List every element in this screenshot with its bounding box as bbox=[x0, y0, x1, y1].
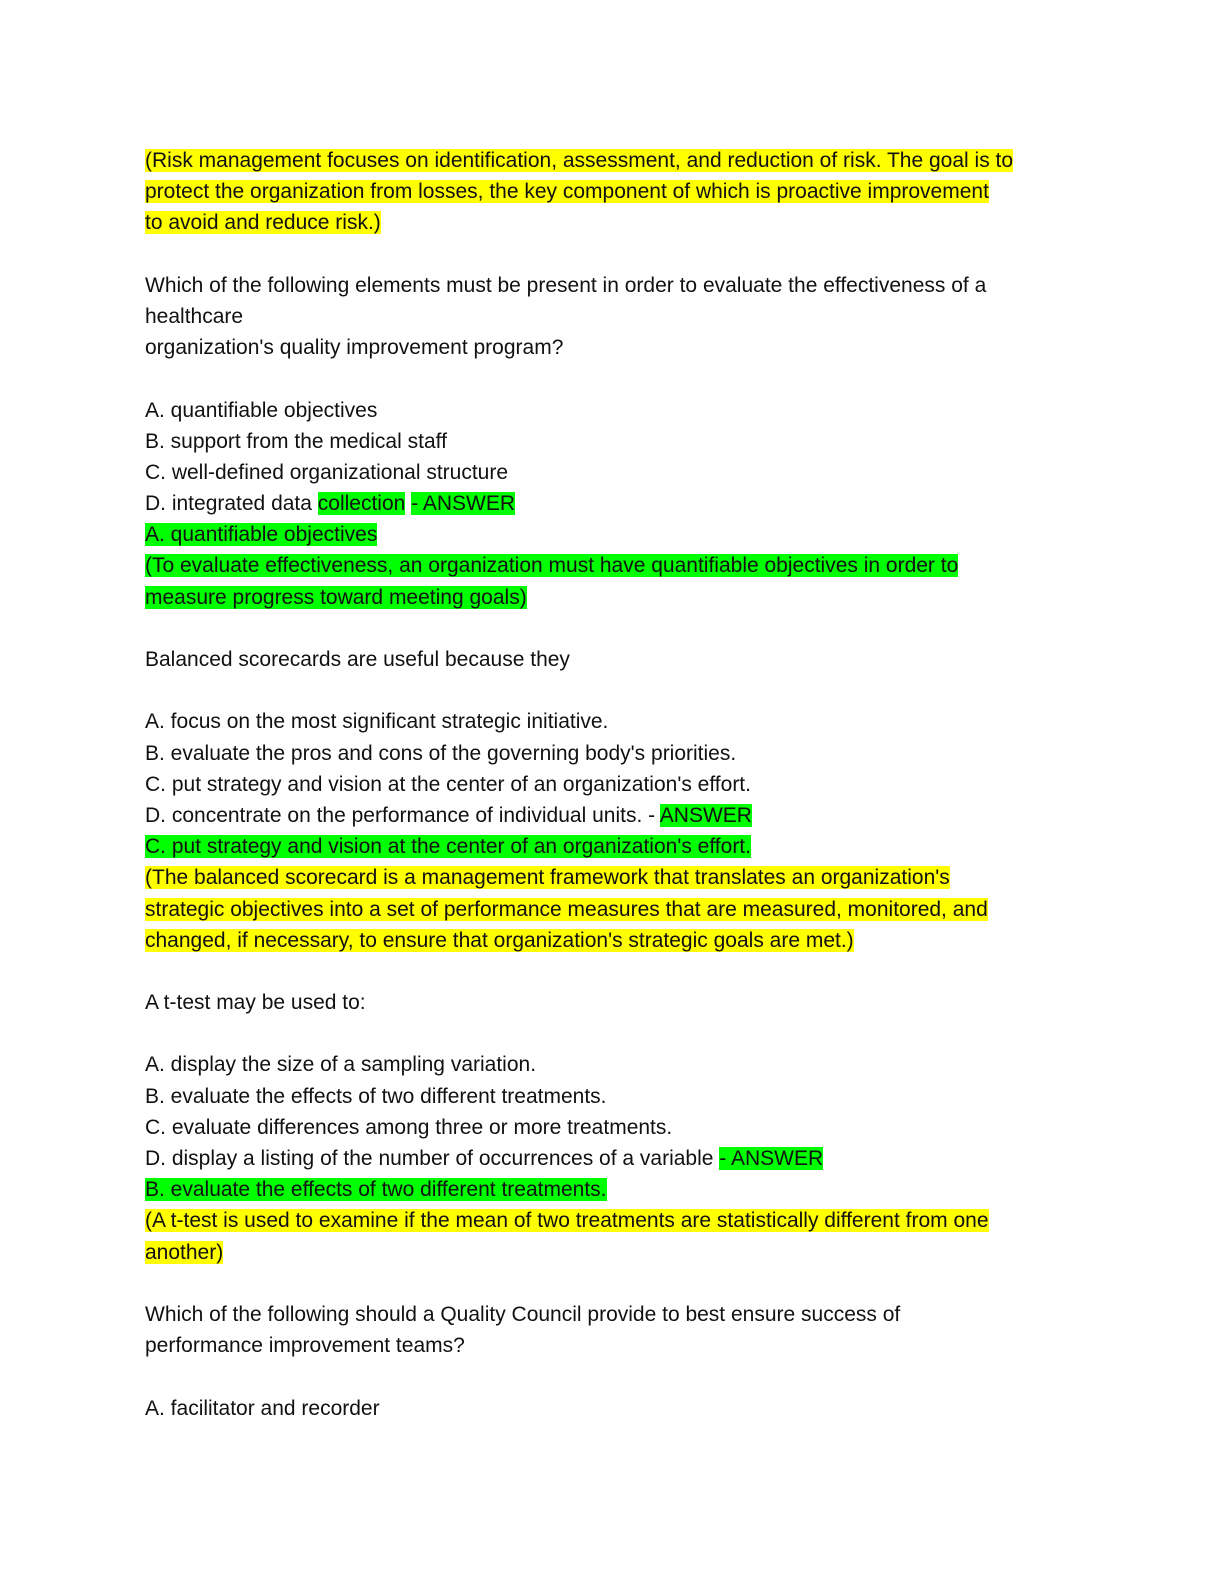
spacer bbox=[145, 956, 1085, 987]
question-text: organization's quality improvement program? bbox=[145, 336, 564, 360]
explanation-line bbox=[145, 862, 1085, 893]
question-text: performance improvement teams? bbox=[145, 1334, 465, 1358]
yellow-highlight: (The balanced scorecard is a management framework that translates an organization's bbox=[145, 866, 950, 890]
answer-text bbox=[145, 1174, 1085, 1205]
spacer bbox=[145, 1268, 1085, 1299]
spacer bbox=[145, 363, 1085, 394]
spacer bbox=[145, 613, 1085, 644]
question-1 bbox=[145, 270, 1085, 613]
document-page bbox=[145, 145, 1085, 1424]
explanation-line bbox=[145, 1237, 1085, 1268]
green-highlight: A. quantifiable objectives bbox=[145, 523, 378, 547]
yellow-highlight: to avoid and reduce risk.) bbox=[145, 211, 381, 235]
question-text: A t-test may be used to: bbox=[145, 991, 366, 1015]
option-a: A. facilitator and recorder bbox=[145, 1396, 380, 1420]
option-d bbox=[145, 488, 1085, 519]
green-highlight: C. put strategy and vision at the center of an organization's effort. bbox=[145, 835, 751, 859]
yellow-highlight: another) bbox=[145, 1240, 224, 1264]
green-highlight: collection bbox=[317, 492, 406, 516]
answer-marker: - ANSWER bbox=[719, 1147, 824, 1170]
text-line bbox=[145, 145, 1085, 176]
text-line bbox=[145, 207, 1085, 238]
question-text: healthcare bbox=[145, 304, 244, 328]
question-3 bbox=[145, 987, 1085, 1268]
answer-marker: - ANSWER bbox=[411, 492, 516, 516]
text-line bbox=[145, 176, 1085, 207]
spacer bbox=[145, 1361, 1085, 1392]
option-a: A. quantifiable objectives bbox=[145, 398, 378, 422]
answer-text bbox=[145, 831, 1085, 862]
explanation-line bbox=[145, 894, 1085, 925]
answer-text bbox=[145, 519, 1085, 550]
explanation-line bbox=[145, 925, 1085, 956]
option-c: C. put strategy and vision at the center of an organization's effort. bbox=[145, 772, 751, 796]
green-highlight: B. evaluate the effects of two different treatments. bbox=[145, 1178, 607, 1202]
spacer bbox=[145, 675, 1085, 706]
explanation-line bbox=[145, 1205, 1085, 1236]
option-c: C. well-defined organizational structure bbox=[145, 460, 509, 484]
question-2 bbox=[145, 644, 1085, 956]
yellow-highlight: protect the organization from losses, the key component of which is proactive improvement bbox=[145, 180, 989, 204]
option-d bbox=[145, 1143, 1085, 1174]
option-b: B. support from the medical staff bbox=[145, 429, 447, 453]
question-4 bbox=[145, 1299, 1085, 1424]
yellow-highlight: (Risk management focuses on identification, assessment, and reduction of risk. The goal is to bbox=[145, 149, 1014, 172]
green-highlight: (To evaluate effectiveness, an organization must have quantifiable objectives in order to bbox=[145, 554, 959, 578]
option-d-text: D. display a listing of the number of occurrences of a variable bbox=[145, 1147, 720, 1170]
option-d-text: D. concentrate on the performance of individual units. - bbox=[145, 803, 660, 827]
option-a: A. display the size of a sampling variation. bbox=[145, 1053, 537, 1077]
question-text: Balanced scorecards are useful because they bbox=[145, 648, 570, 671]
option-a: A. focus on the most significant strategic initiative. bbox=[145, 710, 609, 734]
question-text: Which of the following elements must be present in order to evaluate the effectiveness of a bbox=[145, 273, 987, 297]
explanation-line bbox=[145, 550, 1085, 581]
answer-marker: ANSWER bbox=[659, 803, 752, 827]
question-text: Which of the following should a Quality Council provide to best ensure success of bbox=[145, 1302, 901, 1326]
option-d bbox=[145, 800, 1085, 831]
spacer bbox=[145, 239, 1085, 270]
yellow-highlight: changed, if necessary, to ensure that organization's strategic goals are met.) bbox=[145, 928, 854, 952]
yellow-highlight: strategic objectives into a set of performance measures that are measured, monitored, and bbox=[145, 897, 988, 921]
intro-explanation bbox=[145, 145, 1085, 239]
option-b: B. evaluate the pros and cons of the governing body's priorities. bbox=[145, 741, 737, 765]
option-b: B. evaluate the effects of two different treatments. bbox=[145, 1084, 607, 1108]
spacer bbox=[145, 1018, 1085, 1049]
option-c: C. evaluate differences among three or more treatments. bbox=[145, 1115, 673, 1139]
explanation-line bbox=[145, 582, 1085, 613]
green-highlight: measure progress toward meeting goals) bbox=[145, 585, 527, 609]
yellow-highlight: (A t-test is used to examine if the mean of two treatments are statistically different from one bbox=[145, 1209, 989, 1233]
option-d-text: D. integrated data bbox=[145, 492, 318, 516]
